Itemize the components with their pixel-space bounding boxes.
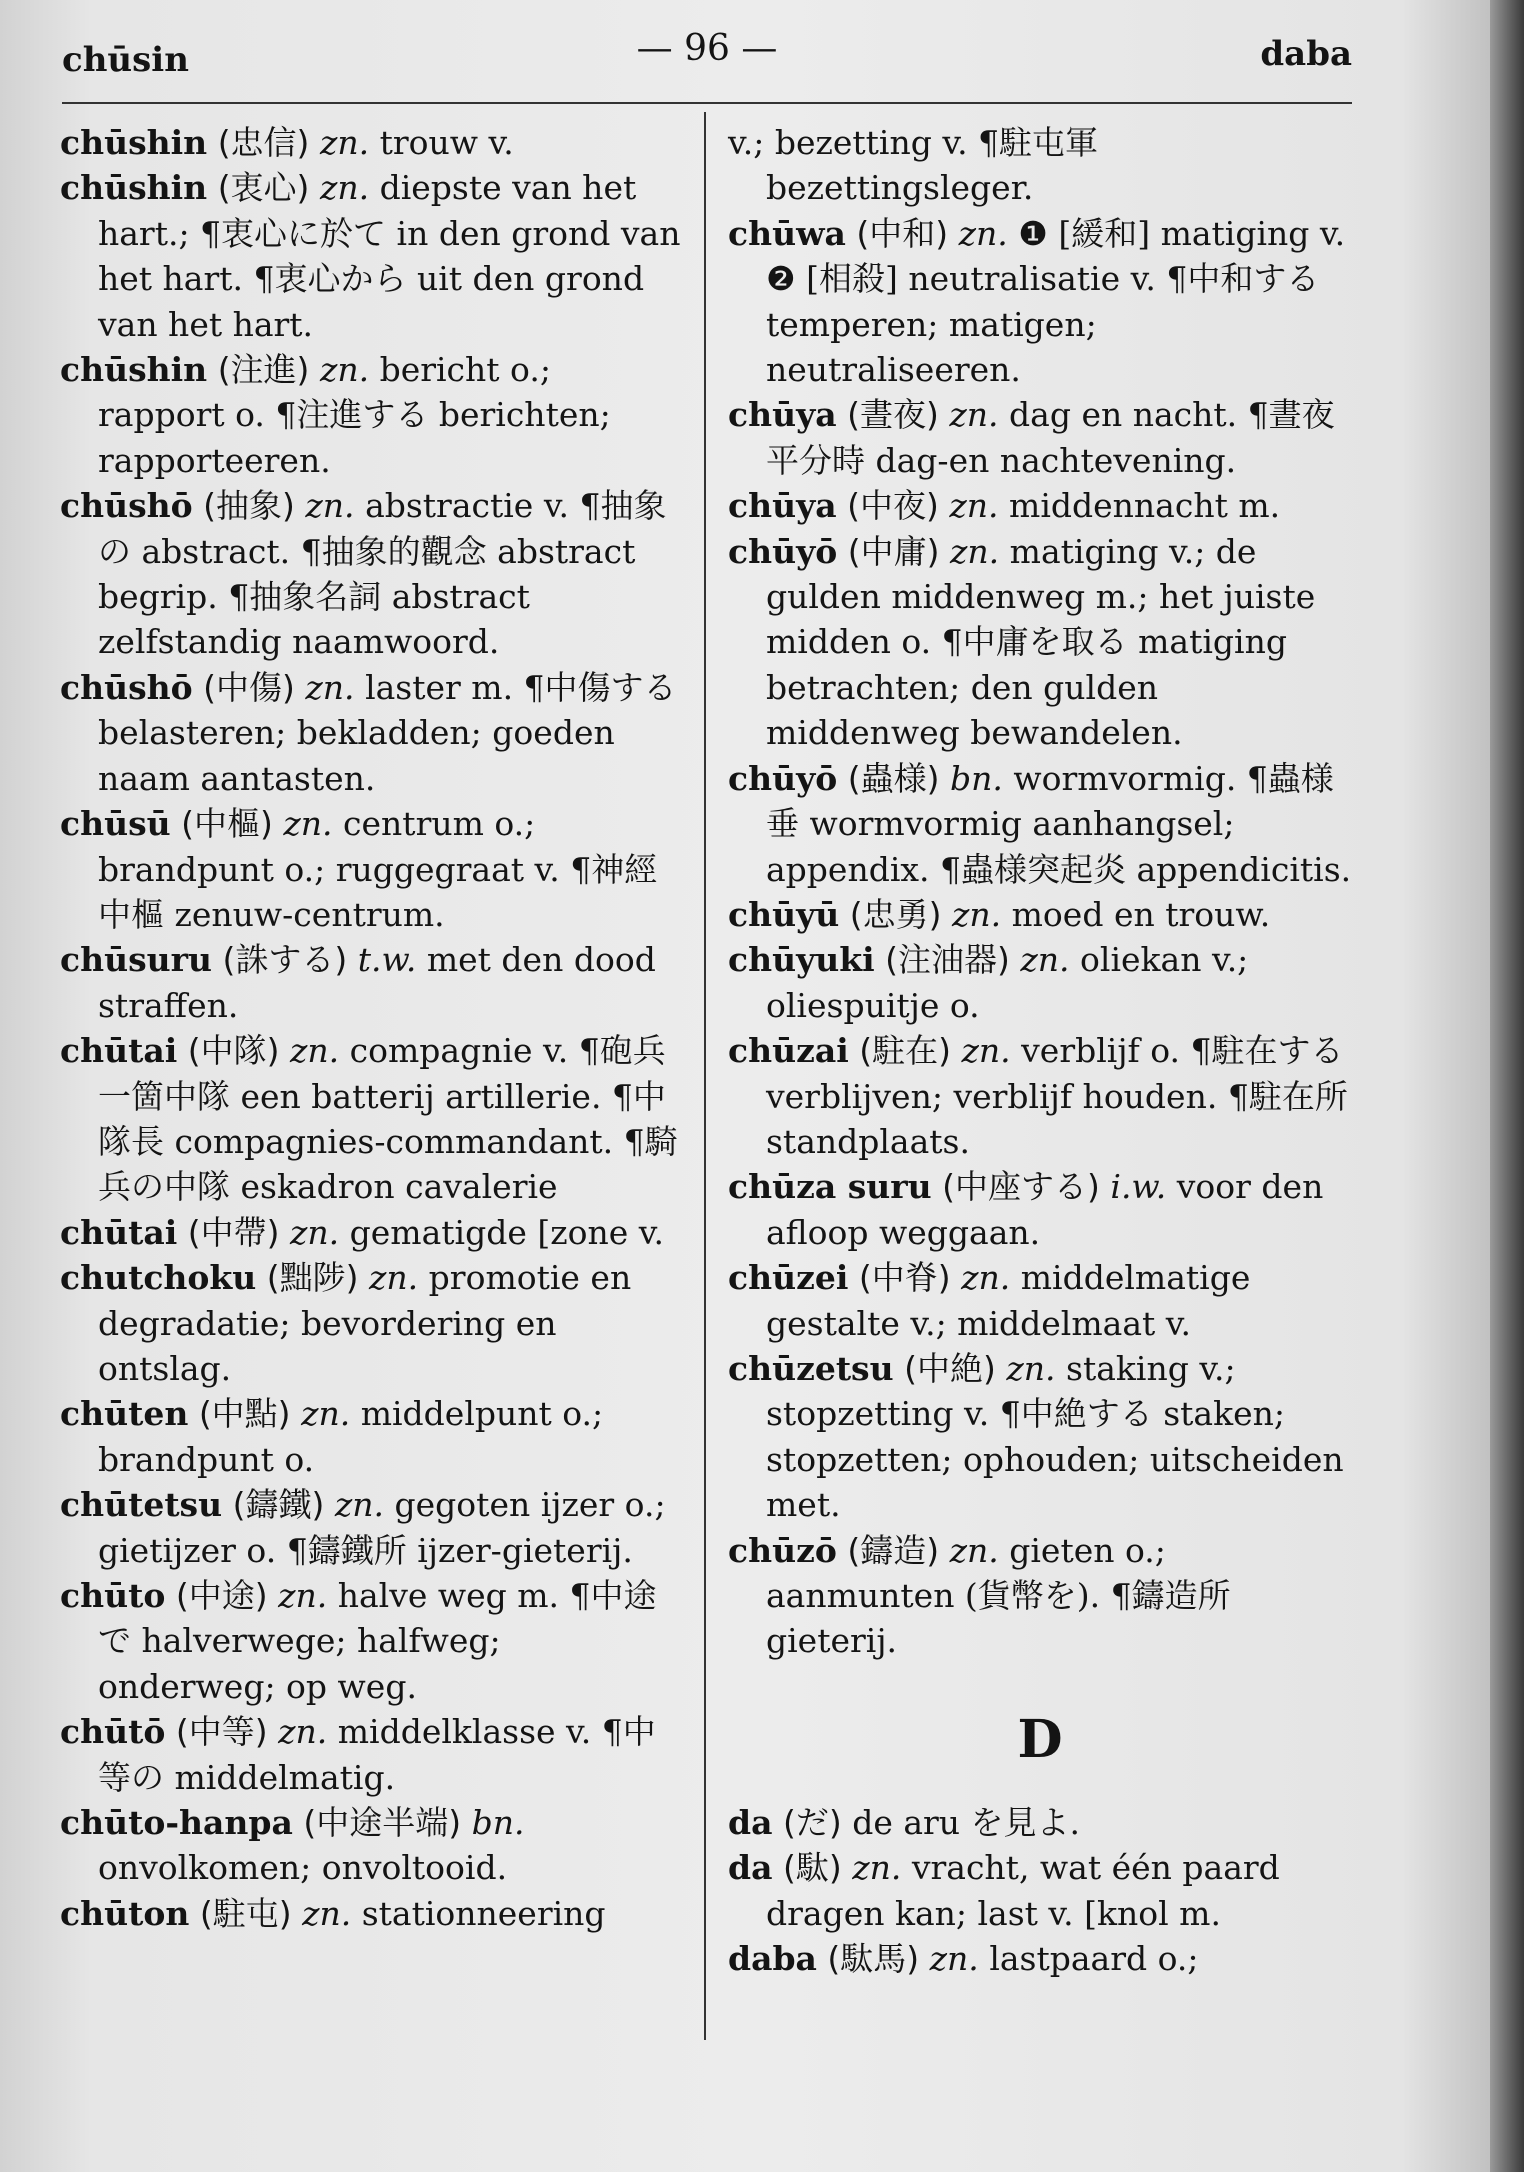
definition: gematigde [zone v. xyxy=(349,1212,664,1252)
dictionary-entry xyxy=(728,937,1352,1028)
header-right-guide-word: daba xyxy=(1260,34,1352,74)
headword: chūyū xyxy=(728,894,840,934)
kanji: (忠勇) xyxy=(849,894,942,934)
grammar-label: zn. xyxy=(302,1893,352,1933)
grammar-label: zn. xyxy=(950,531,1000,571)
header-rule xyxy=(62,102,1352,104)
definition: middelklasse v. ¶中等の middelmatig. xyxy=(98,1712,656,1797)
dictionary-entry xyxy=(60,1255,684,1391)
dictionary-entry xyxy=(60,1800,684,1891)
grammar-label: zn. xyxy=(290,1031,340,1071)
grammar-label: zn. xyxy=(278,1712,328,1752)
definition: middelpunt o.; brandpunt o. xyxy=(98,1394,604,1479)
page-header xyxy=(62,28,1352,98)
dictionary-entry xyxy=(728,1346,1352,1528)
definition: stationneering xyxy=(361,1893,606,1933)
grammar-label: zn. xyxy=(301,1394,351,1434)
definition: gegoten ijzer o.; gietijzer o. ¶鑄鐵所 ijzer-gieterij. xyxy=(98,1485,666,1570)
dictionary-entry xyxy=(728,392,1352,483)
dictionary-entry xyxy=(728,1164,1352,1255)
definition: matiging v.; de gulden middenweg m.; het juiste midden o. ¶中庸を取る matiging betrachten; den gulden middenweg bewandelen. xyxy=(766,531,1316,753)
grammar-label: zn. xyxy=(278,1576,328,1615)
headword: chūwa xyxy=(728,213,846,253)
dictionary-entry xyxy=(60,1028,684,1210)
headword: chūto xyxy=(60,1576,166,1615)
dictionary-entry xyxy=(728,892,1352,937)
headword: chūsū xyxy=(60,804,171,844)
kanji: (中樞) xyxy=(181,804,273,844)
headword: chūton xyxy=(60,1893,190,1933)
kanji: (誅する) xyxy=(222,940,348,980)
headword: chūshō xyxy=(60,667,193,707)
kanji: (中隊) xyxy=(187,1031,280,1071)
kanji: (中帶) xyxy=(187,1212,280,1252)
left-column xyxy=(60,120,684,1936)
grammar-label: zn. xyxy=(319,123,370,162)
headword: chūzō xyxy=(728,1530,837,1570)
grammar-label: bn. xyxy=(950,758,1003,798)
headword: chūsuru xyxy=(60,940,213,980)
headword: chūyō xyxy=(728,531,838,571)
grammar-label: t.w. xyxy=(357,940,417,980)
headword: chūshin xyxy=(60,168,208,208)
header-left-guide-word: chūsin xyxy=(62,40,189,80)
grammar-label: i.w. xyxy=(1110,1167,1167,1207)
section-letter-heading: D xyxy=(1017,1708,1063,1770)
kanji: (中等) xyxy=(175,1712,268,1752)
definition: ❶ [緩和] matiging v. ❷ [相殺] neutralisatie v. ¶中和する temperen; matigen; neutraliseeren. xyxy=(766,213,1346,390)
dictionary-entry xyxy=(60,1573,684,1709)
kanji: (中和) xyxy=(856,213,949,253)
kanji: (鑄鐵) xyxy=(232,1485,325,1525)
kanji: (駄馬) xyxy=(827,1939,920,1979)
kanji: (だ) xyxy=(782,1802,842,1842)
definition: diepste van het hart.; ¶衷心に於て in den grond van het hart. ¶衷心から uit den grond van het hart. xyxy=(98,168,681,344)
grammar-label: zn. xyxy=(949,486,999,526)
grammar-label: zn. xyxy=(949,1530,999,1570)
grammar-label: zn. xyxy=(949,395,999,435)
definition: centrum o.; brandpunt o.; ruggegraat v. ¶神經中樞 zenuw-centrum. xyxy=(98,804,658,934)
dictionary-entry xyxy=(60,801,684,937)
dictionary-entry xyxy=(728,1255,1352,1346)
grammar-label: bn. xyxy=(471,1803,525,1843)
grammar-label: zn. xyxy=(369,1258,419,1298)
definition: compagnie v. ¶砲兵一箇中隊 een batterij artillerie. ¶中隊長 compagnies-commandant. ¶騎兵の中隊 eskadron cavalerie xyxy=(98,1031,678,1207)
kanji: (中途半端) xyxy=(303,1803,462,1843)
definition: abstractie v. ¶抽象の abstract. ¶抽象的觀念 abstract begrip. ¶抽象名詞 abstract zelfstandig naamwoord. xyxy=(98,486,667,662)
grammar-label: zn. xyxy=(952,894,1002,934)
definition: dag en nacht. ¶晝夜平分時 dag-en nachtevening. xyxy=(766,395,1335,480)
definition: onvolkomen; onvoltooid. xyxy=(98,1848,508,1888)
grammar-label: zn. xyxy=(305,667,355,707)
definition: v.; bezetting v. ¶駐屯軍 bezettingsleger. xyxy=(728,123,1099,208)
dictionary-entry xyxy=(60,665,684,801)
headword: chūshō xyxy=(60,486,193,526)
grammar-label: zn. xyxy=(852,1848,902,1888)
dictionary-entry xyxy=(728,1028,1352,1164)
headword: chūyuki xyxy=(728,940,875,980)
definition: halve weg m. ¶中途で halverwege; halfweg; onderweg; op weg. xyxy=(98,1576,657,1706)
headword: chūshin xyxy=(60,350,208,390)
kanji: (中途) xyxy=(175,1576,268,1615)
kanji: (中脊) xyxy=(858,1258,951,1298)
dictionary-entry xyxy=(60,347,684,483)
headword: chūzai xyxy=(728,1031,849,1071)
dictionary-entry xyxy=(728,211,1352,393)
kanji: (中絶) xyxy=(904,1348,996,1388)
grammar-label: zn. xyxy=(961,1258,1011,1298)
headword: chūzetsu xyxy=(728,1348,894,1388)
dictionary-entry xyxy=(60,1210,684,1255)
book-spine-shadow xyxy=(1490,0,1524,2172)
headword: chūshin xyxy=(60,123,208,162)
dictionary-entry-continuation xyxy=(728,120,1352,211)
kanji: (忠信) xyxy=(217,123,310,162)
headword: chūten xyxy=(60,1394,189,1434)
grammar-label: zn. xyxy=(961,1031,1011,1071)
headword: chūza suru xyxy=(728,1167,932,1207)
kanji: (中點) xyxy=(198,1394,291,1434)
headword: da xyxy=(728,1802,773,1842)
kanji: (晝夜) xyxy=(847,395,939,435)
kanji: (中庸) xyxy=(847,531,940,571)
definition: vracht, wat één paard dragen kan; last v. [knol m. xyxy=(766,1848,1280,1933)
kanji: (抽象) xyxy=(203,486,295,526)
definition: de aru を見よ. xyxy=(852,1802,1081,1842)
dictionary-entry xyxy=(60,165,684,347)
dictionary-entry xyxy=(728,1800,1352,1845)
right-column xyxy=(728,120,1352,1981)
kanji: (中傷) xyxy=(203,667,295,707)
headword: chūzei xyxy=(728,1258,849,1298)
dictionary-entry xyxy=(60,1482,684,1573)
headword: chūto-hanpa xyxy=(60,1803,293,1843)
kanji: (中夜) xyxy=(847,486,939,526)
grammar-label: zn. xyxy=(283,804,333,844)
kanji: (注油器) xyxy=(885,940,1010,980)
definition: laster m. ¶中傷する belasteren; bekladden; goeden naam aantasten. xyxy=(98,667,677,798)
dictionary-entry xyxy=(728,1528,1352,1664)
kanji: (中座する) xyxy=(942,1167,1100,1207)
headword: chūyō xyxy=(728,758,838,798)
definition: wormvormig. ¶蟲様垂 wormvormig aanhangsel; appendix. ¶蟲様突起炎 appendicitis. xyxy=(766,758,1352,889)
page-number: — 96 — xyxy=(636,28,778,69)
definition: bericht o.; rapport o. ¶注進する berichten; rapporteeren. xyxy=(98,350,611,480)
headword: chutchoku xyxy=(60,1258,257,1298)
kanji: (駐屯) xyxy=(199,1893,292,1933)
kanji: (鑄造) xyxy=(847,1530,940,1570)
grammar-label: zn. xyxy=(1006,1348,1056,1388)
kanji: (黜陟) xyxy=(266,1258,359,1298)
kanji: (駐在) xyxy=(859,1031,951,1071)
definition: gieten o.; aanmunten (貨幣を). ¶鑄造所 gieterij. xyxy=(766,1530,1231,1661)
dictionary-entry xyxy=(60,937,684,1028)
headword: chūya xyxy=(728,486,837,526)
kanji: (衷心) xyxy=(217,168,310,208)
grammar-label: zn. xyxy=(319,168,370,208)
grammar-label: zn. xyxy=(1020,940,1070,980)
headword: chūtai xyxy=(60,1212,178,1252)
grammar-label: zn. xyxy=(958,213,1008,253)
dictionary-entry xyxy=(728,756,1352,892)
headword: chūtetsu xyxy=(60,1485,223,1525)
dictionary-entry xyxy=(60,1709,684,1800)
grammar-label: zn. xyxy=(334,1485,385,1525)
definition: lastpaard o.; xyxy=(989,1939,1199,1979)
kanji: (駄) xyxy=(782,1848,842,1888)
headword: chūya xyxy=(728,395,837,435)
headword: da xyxy=(728,1848,773,1888)
dictionary-entry xyxy=(728,1845,1352,1936)
column-divider xyxy=(704,112,706,2040)
dictionary-entry xyxy=(728,1936,1352,1981)
definition: oliekan v.; oliespuitje o. xyxy=(766,940,1249,1025)
headword: daba xyxy=(728,1939,817,1979)
definition: verblijf o. ¶駐在する verblijven; verblijf houden. ¶駐在所 standplaats. xyxy=(766,1031,1348,1161)
headword: chūtō xyxy=(60,1712,166,1752)
dictionary-entry xyxy=(60,483,684,665)
dictionary-entry xyxy=(60,1891,684,1936)
dictionary-entry xyxy=(60,120,684,165)
definition: promotie en degradatie; bevordering en ontslag. xyxy=(98,1258,632,1388)
definition: voor den afloop weggaan. xyxy=(766,1167,1324,1252)
dictionary-entry xyxy=(60,1391,684,1482)
dictionary-entry xyxy=(728,529,1352,756)
definition: trouw v. xyxy=(379,123,514,162)
headword: chūtai xyxy=(60,1031,178,1071)
grammar-label: zn. xyxy=(305,486,355,526)
definition: met den dood straffen. xyxy=(98,940,656,1025)
grammar-label: zn. xyxy=(319,350,370,390)
dictionary-entry xyxy=(728,483,1352,528)
grammar-label: zn. xyxy=(290,1212,340,1252)
grammar-label: zn. xyxy=(929,1939,979,1979)
definition: staking v.; stopzetting v. ¶中絶する staken; stopzetten; ophouden; uitscheiden met. xyxy=(766,1348,1344,1525)
definition: moed en trouw. xyxy=(1011,894,1271,934)
definition: middelmatige gestalte v.; middelmaat v. xyxy=(766,1258,1251,1343)
definition: middennacht m. xyxy=(1009,486,1281,526)
kanji: (蟲様) xyxy=(847,758,940,798)
kanji: (注進) xyxy=(217,350,310,390)
